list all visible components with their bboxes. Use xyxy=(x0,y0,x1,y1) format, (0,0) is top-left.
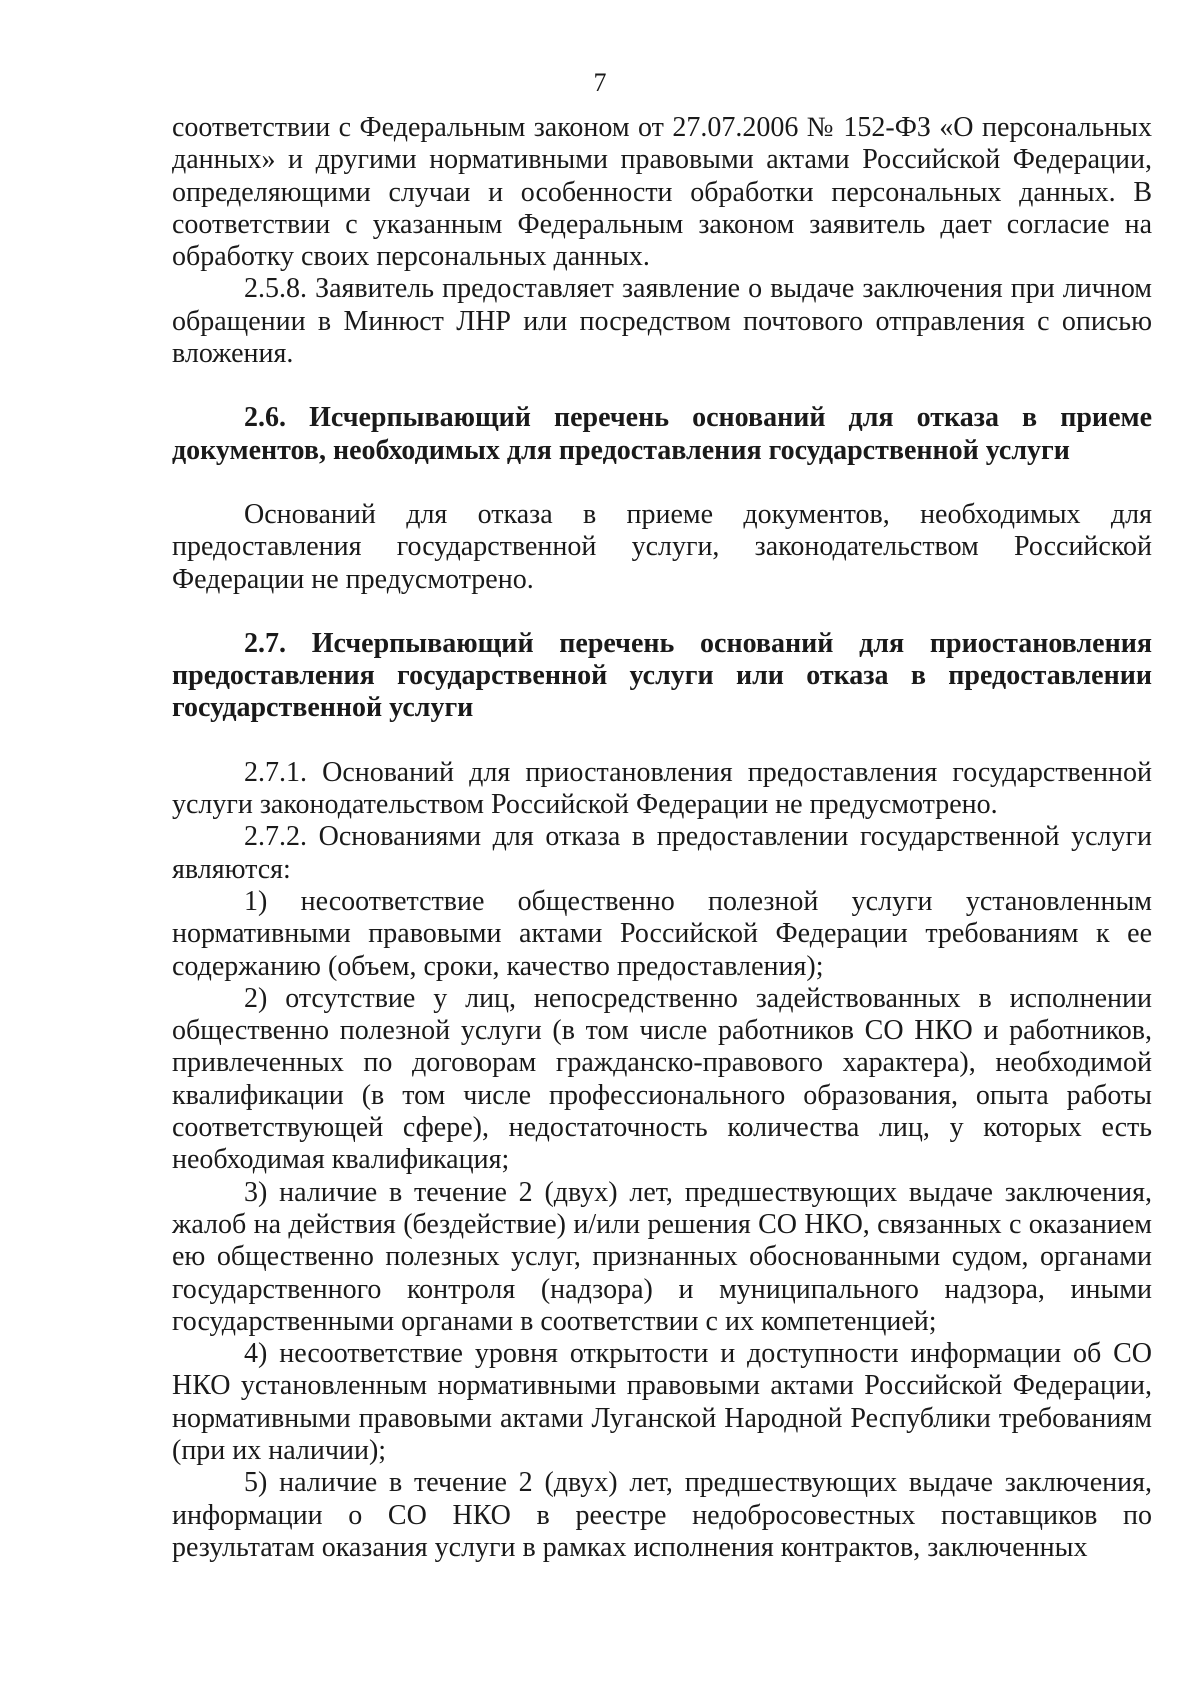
page-number: 7 xyxy=(593,68,607,97)
paragraph-continuation: соответствии с Федеральным законом от 27.07.2006 № 152-ФЗ «О персональных данных» и другими нормативными правовыми актами Российской Федерации, определяющими случаи и особенности обработки персональных данных. В соответствии с указанным Федеральным законом заявитель дает согласие на обработку своих персональных данных. xyxy=(172,112,1152,273)
paragraph-2-7-2: 2.7.2. Основаниями для отказа в предоставлении государственной услуги являются: xyxy=(172,821,1152,885)
paragraph-2-6-body: Оснований для отказа в приеме документов, необходимых для предоставления государственной услуги, законодательством Российской Федерации не предусмотрено. xyxy=(172,498,1152,595)
list-item-5: 5) наличие в течение 2 (двух) лет, предшествующих выдаче заключения, информации о СО НКО в реестре недобросовестных поставщиков по результатам оказания услуги в рамках исполнения контрактов, заключенных xyxy=(172,1467,1152,1563)
list-item-2: 2) отсутствие у лиц, непосредственно задействованных в исполнении общественно полезной услуги (в том числе работников СО НКО и работников, привлеченных по договорам гражданско-правового характера), необходимой квалификации (в том числе профессионального образования, опыта работы соответствующей сфере), недостаточность количества лиц, у которых есть необходимая квалификация; xyxy=(172,982,1152,1176)
paragraph-2-5-8: 2.5.8. Заявитель предоставляет заявление о выдаче заключения при личном обращении в Минюст ЛНР или посредством почтового отправления с описью вложения. xyxy=(172,273,1152,370)
paragraph-2-7-1: 2.7.1. Оснований для приостановления предоставления государственной услуги законодательством Российской Федерации не предусмотрено. xyxy=(172,756,1152,821)
list-item-1: 1) несоответствие общественно полезной услуги установленным нормативными правовыми актами Российской Федерации требованиям к ее содержанию (объем, сроки, качество предоставления); xyxy=(172,885,1152,982)
document-body xyxy=(172,112,1152,1564)
section-heading-2-7: 2.7. Исчерпывающий перечень оснований для приостановления предоставления государственной услуги или отказа в предоставлении государственной услуги xyxy=(172,627,1152,724)
list-item-4: 4) несоответствие уровня открытости и доступности информации об СО НКО установленным нормативными правовыми актами Российской Федерации, нормативными правовыми актами Луганской Народной Республики требованиям (при их наличии); xyxy=(172,1338,1152,1466)
section-heading-2-6: 2.6. Исчерпывающий перечень оснований для отказа в приеме документов, необходимых для предоставления государственной услуги xyxy=(172,402,1152,466)
list-item-3: 3) наличие в течение 2 (двух) лет, предшествующих выдаче заключения, жалоб на действия (бездействие) и/или решения СО НКО, связанных с оказанием ею общественно полезных услуг, признанных обоснованными судом, органами государственного контроля (надзора) и муниципального надзора, иными государственными органами в соответствии с их компетенцией; xyxy=(172,1176,1152,1337)
